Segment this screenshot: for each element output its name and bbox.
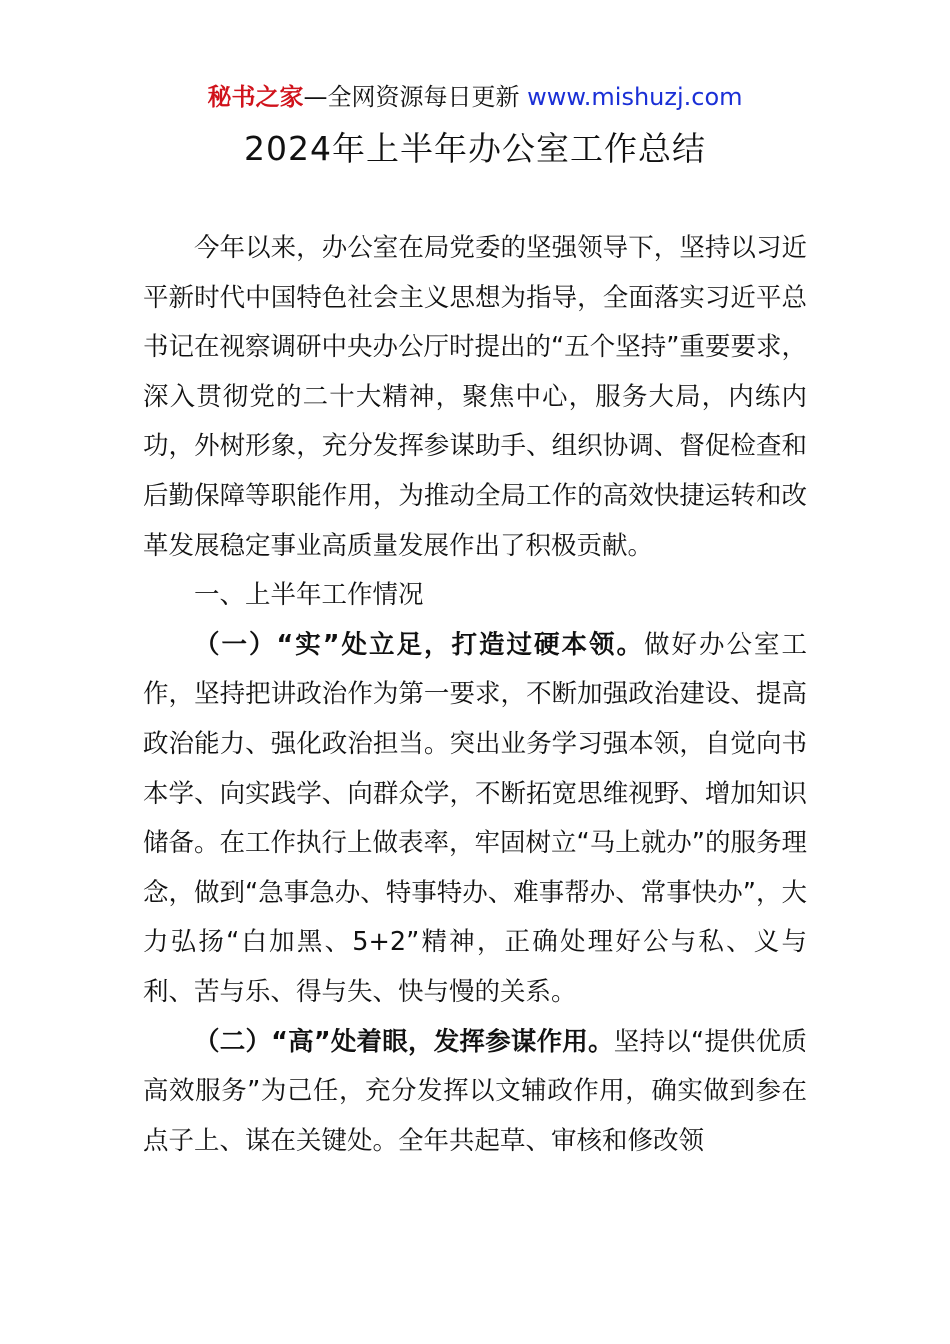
item-paragraph-1: [143, 621, 807, 1018]
document-title: 2024年上半年办公室工作总结: [244, 129, 706, 168]
item-body-2: 坚持以“提供优质高效服务”为己任，充分发挥以文辅政作用，确实做到参在点子上、谋在关键处。全年共起草、审核和修改领: [143, 1026, 807, 1156]
item-heading-1: （一）“实”处立足，打造过硬本领。: [194, 629, 644, 660]
document-body: [143, 224, 807, 1166]
header-tagline: —全网资源每日更新: [303, 83, 520, 111]
intro-paragraph: 今年以来，办公室在局党委的坚强领导下，坚持以习近平新时代中国特色社会主义思想为指导，全面落实习近平总书记在视察调研中央办公厅时提出的“五个坚持”重要要求，深入贯彻党的二十大精神，聚焦中心，服务大局，内练内功，外树形象，充分发挥参谋助手、组织协调、督促检查和后勤保障等职能作用，为推动全局工作的高效快捷运转和改革发展稳定事业高质量发展作出了积极贡献。: [143, 233, 807, 561]
site-header: [0, 80, 950, 114]
site-url[interactable]: www.mishuzj.com: [527, 83, 743, 111]
section-heading: 一、上半年工作情况: [194, 580, 424, 611]
item-body-1: 做好办公室工作，坚持把讲政治作为第一要求，不断加强政治建设、提高政治能力、强化政治担当。突出业务学习强本领，自觉向书本学、向实践学、向群众学，不断拓宽思维视野、增加知识储备。在工作执行上做表率，牢固树立“马上就办”的服务理念，做到“急事急办、特事特办、难事帮办、常事快办”，大力弘扬“白加黑、5+2”精神，正确处理好公与私、义与利、苦与乐、得与失、快与慢的关系。: [143, 629, 807, 1007]
item-paragraph-2: [143, 1018, 807, 1167]
brand-name: 秘书之家: [207, 83, 304, 111]
item-heading-2: （二）“高”处着眼，发挥参谋作用。: [194, 1026, 614, 1057]
